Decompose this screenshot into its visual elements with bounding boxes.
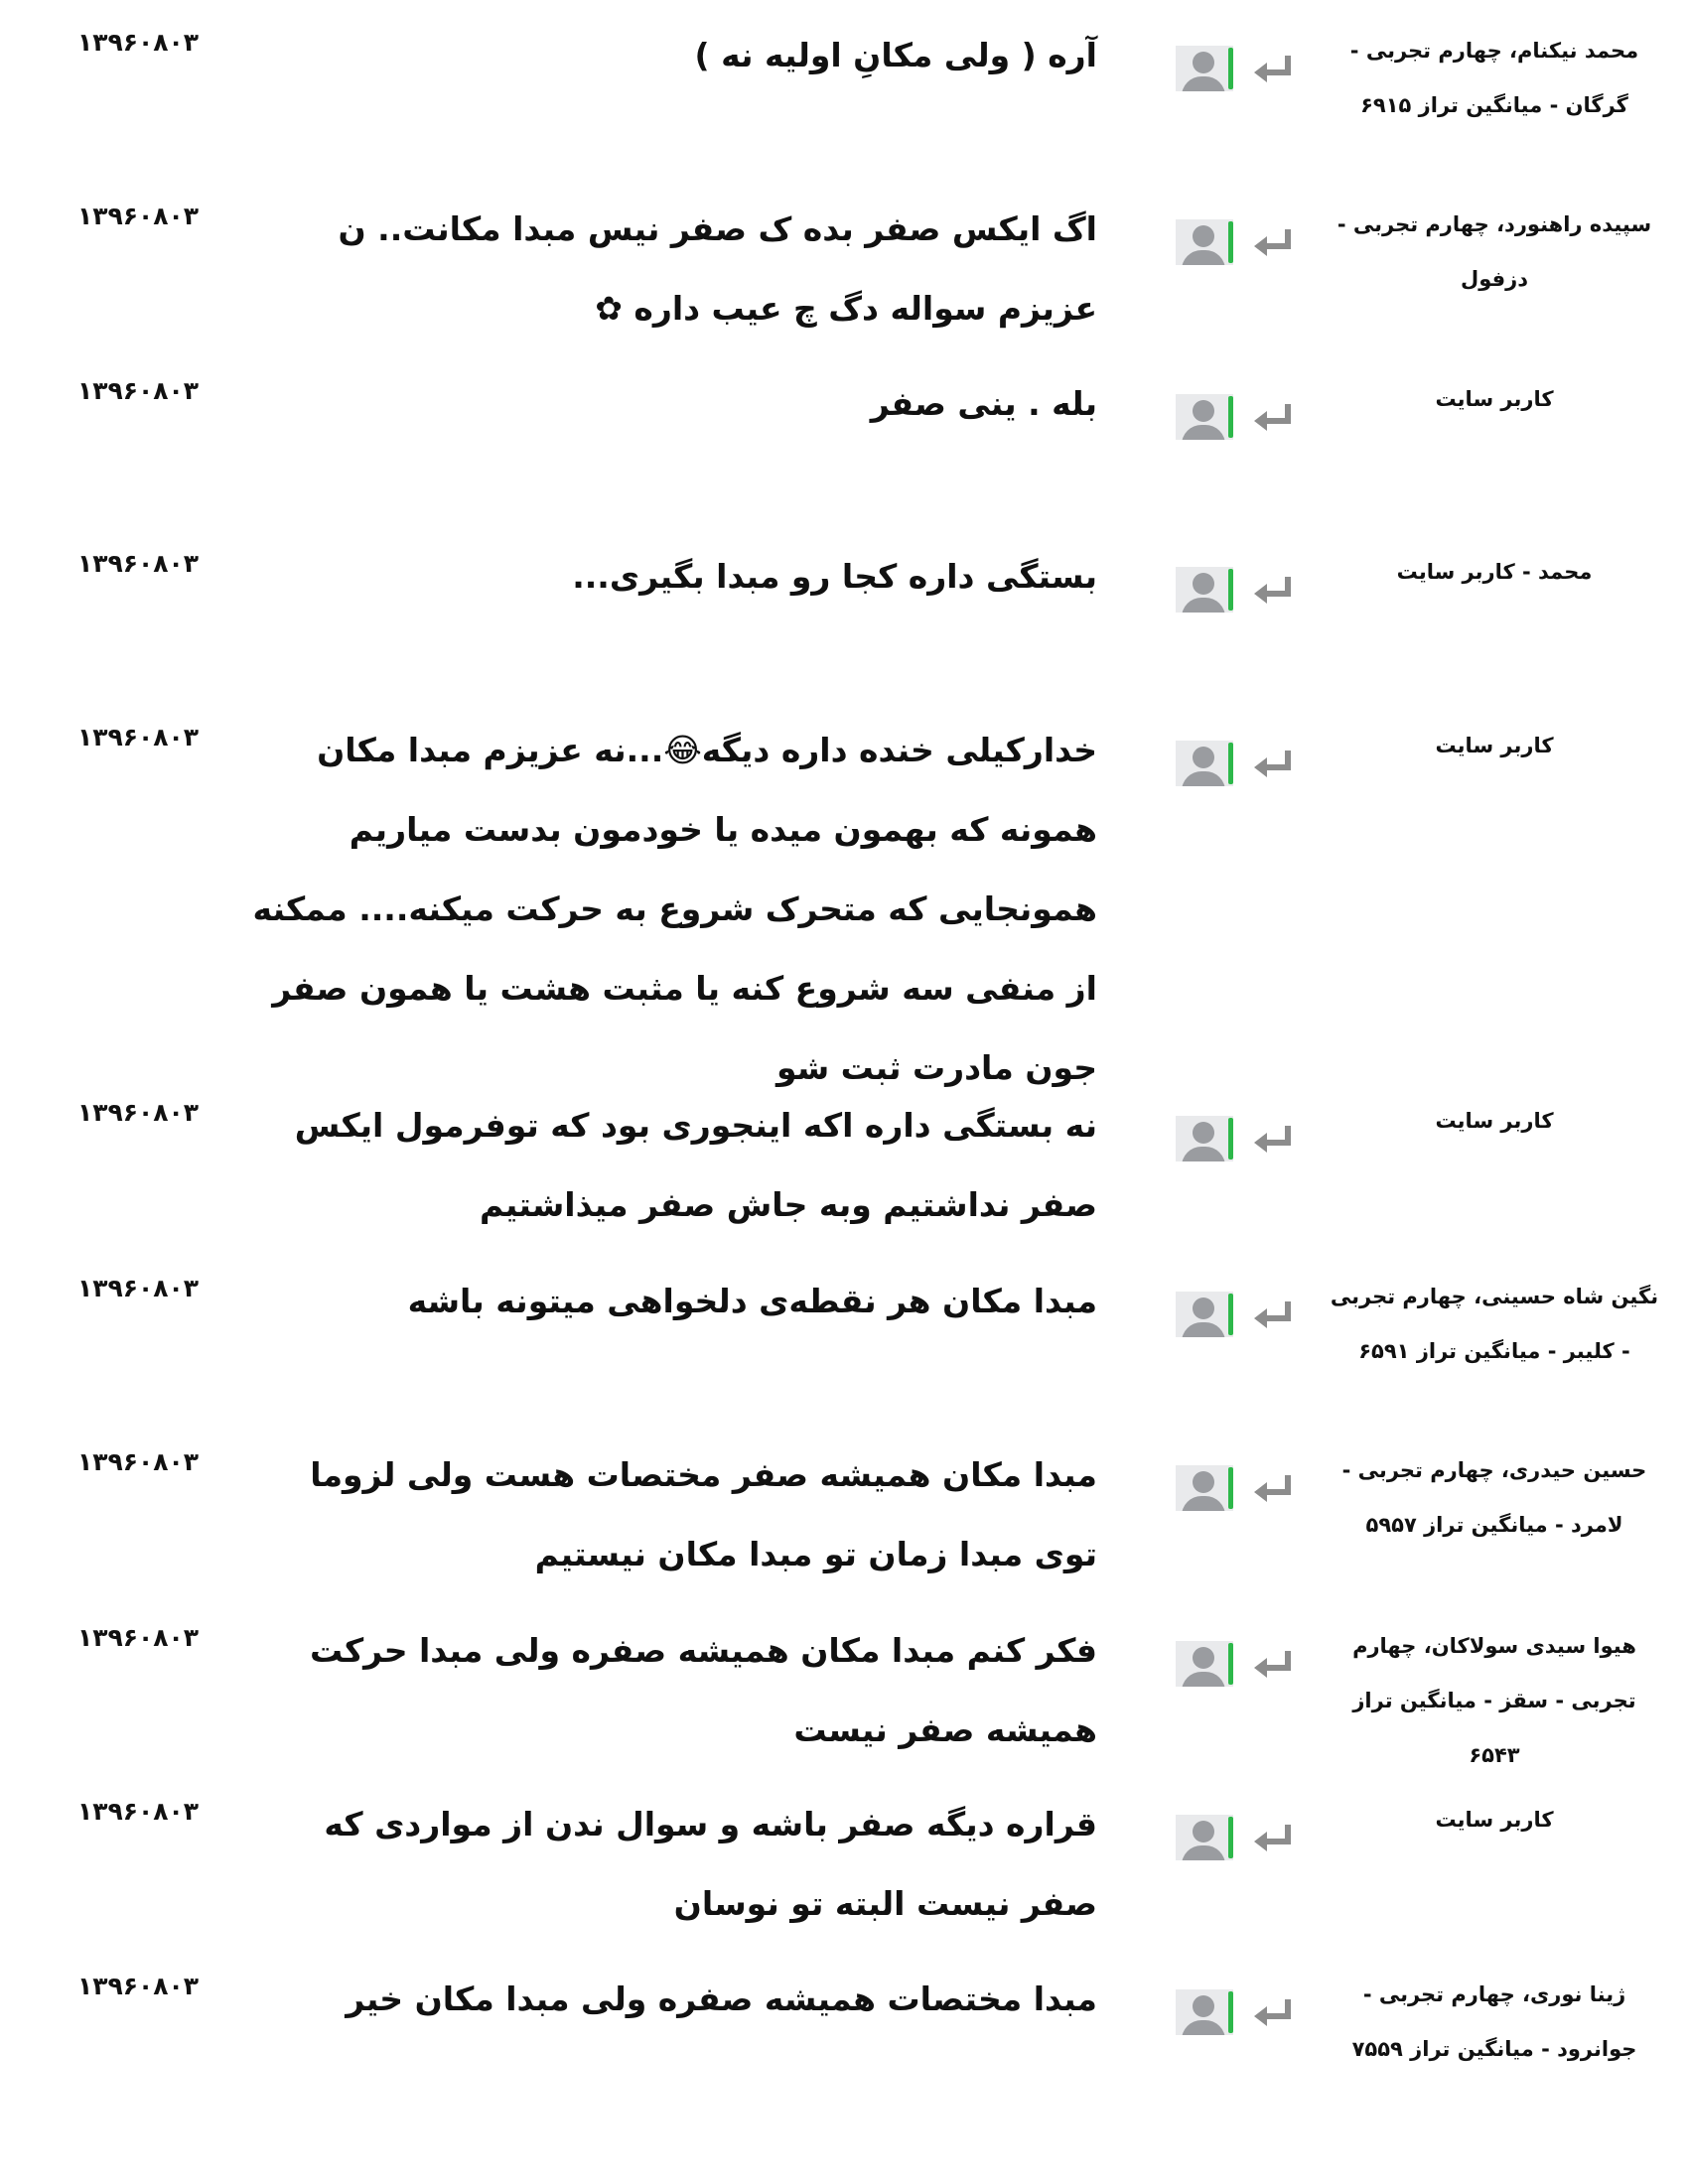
avatar-head xyxy=(1193,400,1214,422)
reply-arrow-icon xyxy=(1251,1120,1299,1160)
avatar-body xyxy=(1182,1322,1225,1337)
reply-arrow-icon xyxy=(1251,1993,1299,2033)
comment-text: مبدا مکان همیشه صفر مختصات هست ولی لزوما توی مبدا زمان تو مبدا مکان نیستیم xyxy=(310,1455,1097,1573)
user-avatar-icon[interactable] xyxy=(1176,219,1233,265)
comment-date: ۱۳۹۶۰۸۰۳ xyxy=(77,202,200,230)
comment-date: ۱۳۹۶۰۸۰۳ xyxy=(77,1447,200,1476)
avatar-head xyxy=(1193,1647,1214,1669)
user-avatar-icon[interactable] xyxy=(1176,394,1233,440)
avatar-status-bar xyxy=(1228,1294,1233,1335)
comment-author[interactable]: محمد - کاربر سایت xyxy=(1396,560,1593,584)
comment-author[interactable]: ژینا نوری، چهارم تجربی - جوانرود - میانگین تراز ۷۵۵۹ xyxy=(1351,1982,1637,2061)
reply-button[interactable] xyxy=(1251,1645,1299,1685)
avatar-status-bar xyxy=(1228,1467,1233,1509)
comment-date: ۱۳۹۶۰۸۰۳ xyxy=(77,1972,200,2000)
reply-arrow-icon xyxy=(1251,223,1299,263)
user-avatar-icon[interactable] xyxy=(1176,1465,1233,1511)
comment-text: بله . ینی صفر xyxy=(870,384,1097,423)
reply-arrow-icon xyxy=(1251,398,1299,438)
comment-text: خدارکیلی خنده داره دیگه😂...نه عزیزم مبدا مکان همونه که بهمون میده یا خودمون بدست میاریم همونجایی که متحرک شروع به حرکت میکنه.... ممکنه از منفی سه شروع کنه یا مثبت هشت یا همون صفر جون مادرت ثبت شو xyxy=(252,731,1097,1087)
reply-button[interactable] xyxy=(1251,571,1299,611)
comment-date: ۱۳۹۶۰۸۰۳ xyxy=(77,549,200,578)
avatar-body xyxy=(1182,250,1225,265)
avatar-body xyxy=(1182,76,1225,91)
avatar-status-bar xyxy=(1228,1118,1233,1160)
reply-arrow-icon xyxy=(1251,1645,1299,1685)
comment-text: فکر کنم مبدا مکان همیشه صفره ولی مبدا حرکت همیشه صفر نیست xyxy=(310,1631,1097,1749)
comment-author[interactable]: کاربر سایت xyxy=(1435,387,1554,411)
avatar-body xyxy=(1182,1672,1225,1687)
avatar-body xyxy=(1182,2020,1225,2035)
avatar-status-bar xyxy=(1228,1643,1233,1685)
comment-date: ۱۳۹۶۰۸۰۳ xyxy=(77,723,200,751)
reply-button[interactable] xyxy=(1251,1993,1299,2033)
avatar-body xyxy=(1182,1147,1225,1161)
comment-text: اگ ایکس صفر بده ک صفر نیس مبدا مکانت.. ن عزیزم سواله دگ چ عیب داره ✿ xyxy=(338,209,1097,328)
comment-text: قراره دیگه صفر باشه و سوال ندن از مواردی که صفر نیست البته تو نوسان xyxy=(324,1805,1097,1923)
reply-button[interactable] xyxy=(1251,398,1299,438)
avatar-body xyxy=(1182,598,1225,613)
reply-button[interactable] xyxy=(1251,745,1299,784)
avatar-status-bar xyxy=(1228,396,1233,438)
avatar-status-bar xyxy=(1228,1817,1233,1858)
user-avatar-icon[interactable] xyxy=(1176,1292,1233,1337)
avatar-body xyxy=(1182,425,1225,440)
avatar-status-bar xyxy=(1228,48,1233,89)
avatar-status-bar xyxy=(1228,1991,1233,2033)
avatar-status-bar xyxy=(1228,743,1233,784)
avatar-body xyxy=(1182,1845,1225,1860)
reply-arrow-icon xyxy=(1251,571,1299,611)
reply-arrow-icon xyxy=(1251,50,1299,89)
user-avatar-icon[interactable] xyxy=(1176,46,1233,91)
user-avatar-icon[interactable] xyxy=(1176,567,1233,613)
reply-arrow-icon xyxy=(1251,745,1299,784)
comment-author[interactable]: حسین حیدری، چهارم تجربی - لامرد - میانگین تراز ۵۹۵۷ xyxy=(1341,1458,1647,1537)
comment-date: ۱۳۹۶۰۸۰۳ xyxy=(77,1274,200,1302)
avatar-status-bar xyxy=(1228,221,1233,263)
reply-arrow-icon xyxy=(1251,1296,1299,1335)
user-avatar-icon[interactable] xyxy=(1176,741,1233,786)
user-avatar-icon[interactable] xyxy=(1176,1641,1233,1687)
reply-button[interactable] xyxy=(1251,1296,1299,1335)
comment-text: نه بستگی داره اکه اینجوری بود که توفرمول ایکس صفر نداشتیم وبه جاش صفر میذاشتیم xyxy=(294,1106,1097,1224)
user-avatar-icon[interactable] xyxy=(1176,1116,1233,1161)
comment-date: ۱۳۹۶۰۸۰۳ xyxy=(77,1797,200,1826)
avatar-head xyxy=(1193,1471,1214,1493)
reply-button[interactable] xyxy=(1251,1819,1299,1858)
comment-author[interactable]: کاربر سایت xyxy=(1435,734,1554,757)
comment-text: آره ( ولی مکانِ اولیه نه ) xyxy=(694,36,1097,74)
comment-author[interactable]: کاربر سایت xyxy=(1435,1109,1554,1133)
comment-author[interactable]: کاربر سایت xyxy=(1435,1808,1554,1832)
comment-text: بستگی داره کجا رو مبدا بگیری... xyxy=(572,557,1097,596)
avatar-head xyxy=(1193,1821,1214,1843)
comment-author[interactable]: هیوا سیدی سولاکان، چهارم تجربی - سقز - میانگین تراز ۶۵۴۳ xyxy=(1352,1634,1636,1767)
user-avatar-icon[interactable] xyxy=(1176,1989,1233,2035)
reply-button[interactable] xyxy=(1251,223,1299,263)
avatar-status-bar xyxy=(1228,569,1233,611)
comment-author[interactable]: نگین شاه حسینی، چهارم تجربی - کلیبر - میانگین تراز ۶۵۹۱ xyxy=(1330,1285,1659,1363)
comment-text: مبدا مختصات همیشه صفره ولی مبدا مکان خیر xyxy=(346,1979,1097,2018)
comment-date: ۱۳۹۶۰۸۰۳ xyxy=(77,1623,200,1652)
comment-author[interactable]: محمد نیکنام، چهارم تجربی - گرگان - میانگین تراز ۶۹۱۵ xyxy=(1349,39,1639,117)
comment-author[interactable]: سپیده راهنورد، چهارم تجربی - دزفول xyxy=(1336,212,1652,291)
avatar-body xyxy=(1182,771,1225,786)
avatar-head xyxy=(1193,747,1214,768)
reply-button[interactable] xyxy=(1251,50,1299,89)
avatar-head xyxy=(1193,225,1214,247)
avatar-head xyxy=(1193,573,1214,595)
user-avatar-icon[interactable] xyxy=(1176,1815,1233,1860)
reply-arrow-icon xyxy=(1251,1469,1299,1509)
comment-date: ۱۳۹۶۰۸۰۳ xyxy=(77,376,200,405)
avatar-head xyxy=(1193,1122,1214,1144)
comment-date: ۱۳۹۶۰۸۰۳ xyxy=(77,28,200,57)
reply-button[interactable] xyxy=(1251,1469,1299,1509)
avatar-head xyxy=(1193,1297,1214,1319)
reply-button[interactable] xyxy=(1251,1120,1299,1160)
avatar-head xyxy=(1193,1995,1214,2017)
comment-text: مبدا مکان هر نقطه‌ی دلخواهی میتونه باشه xyxy=(407,1282,1097,1320)
reply-arrow-icon xyxy=(1251,1819,1299,1858)
avatar-body xyxy=(1182,1496,1225,1511)
avatar-head xyxy=(1193,52,1214,73)
comment-date: ۱۳۹۶۰۸۰۳ xyxy=(77,1098,200,1127)
